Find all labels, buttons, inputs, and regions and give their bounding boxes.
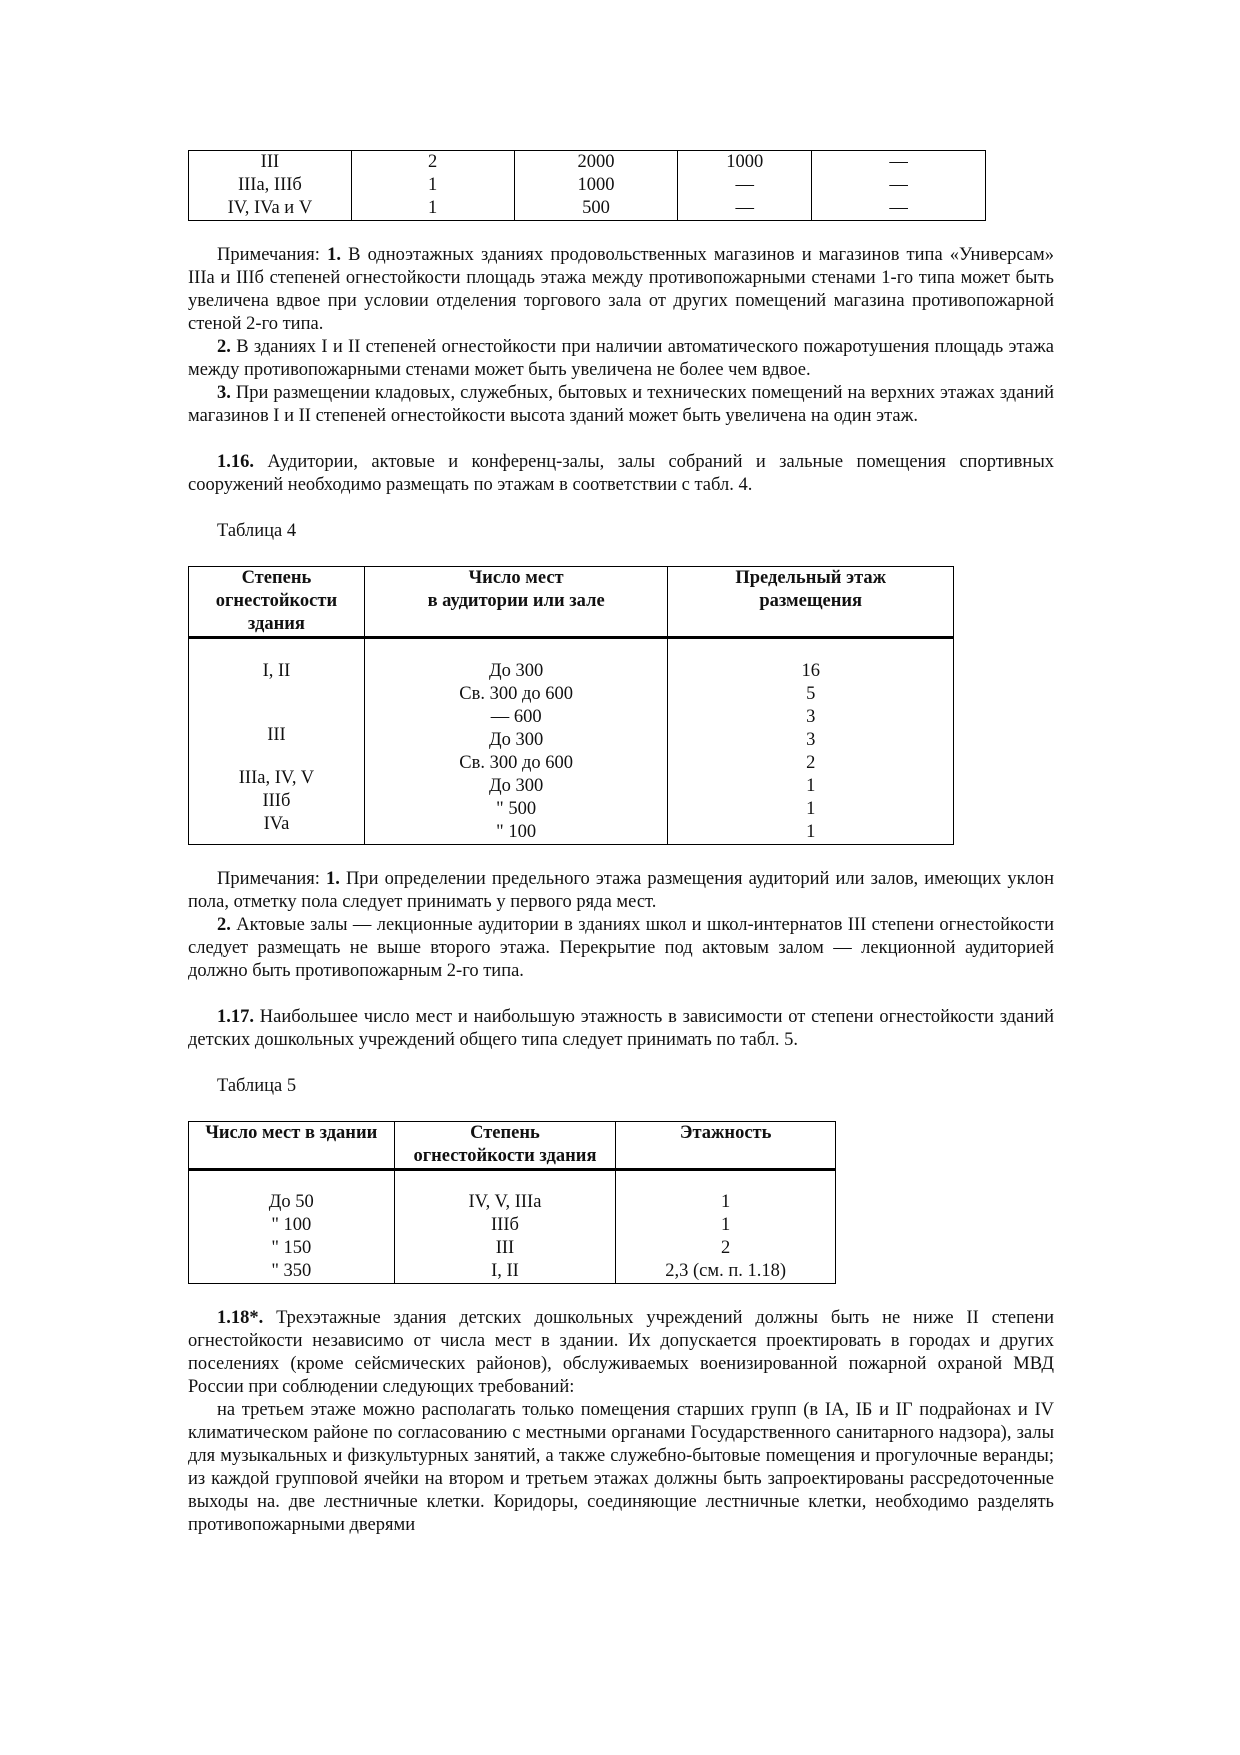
table-cell: До 300	[489, 729, 544, 750]
table-cell: 16	[801, 660, 820, 681]
table-cell: До 300	[489, 775, 544, 796]
table-cell: —	[678, 174, 812, 197]
table-cell: Св. 300 до 600	[459, 683, 573, 704]
table-cell	[189, 683, 364, 704]
table-cell: Св. 300 до 600	[459, 752, 573, 773]
table-5-header-seats: Число мест в здании	[189, 1121, 395, 1169]
table-cell: " 500	[496, 798, 537, 819]
table-cell: 2	[806, 752, 816, 773]
table-row	[189, 151, 986, 175]
table-5-col-seats	[189, 1169, 395, 1284]
table-cell: 3	[806, 706, 816, 727]
document-page	[188, 150, 1054, 1537]
table-4	[188, 566, 954, 845]
table-cell: 1	[721, 1192, 731, 1213]
note-2: 2. В зданиях I и II степеней огнестойкости при наличии автоматического пожаротушения площадь этажа между противопожарными стенами может быть увеличена не более чем вдвое.	[188, 337, 1055, 380]
table-4-col-degree	[189, 638, 365, 845]
paragraph-1-16: 1.16. Аудитории, актовые и конференц-залы, залы собраний и зальные помещения спортивных сооружений необходимо размещать по этажам в соответствии с табл. 4.	[188, 452, 1055, 495]
table-cell: 2	[351, 151, 514, 175]
table-cell: IIIб	[262, 791, 291, 812]
table-cell: IV, V, IIIa	[468, 1192, 542, 1213]
table-cell: 1000	[514, 174, 678, 197]
table-cell: I, II	[262, 660, 291, 681]
table-cell: 1	[721, 1215, 731, 1236]
table-cell: —	[812, 151, 986, 175]
table-5-col-floors	[616, 1169, 836, 1284]
table-5-header-degree: Степень огнестойкости здания	[394, 1121, 616, 1169]
paragraph-1-18: 1.18*. Трехэтажные здания детских дошкольных учреждений должны быть не ниже II степени огнестойкости независимо от числа мест в здании. Их допускается проектировать в городах и других поселениях (кроме сейсмических районов), обслуживаемых военизированной пожарной охраной МВД России при соблюдении следующих требований:	[188, 1308, 1054, 1398]
table-cell: 1000	[678, 151, 812, 175]
table-cell: " 100	[496, 821, 537, 842]
table-4-header-seats: Число мест в аудитории или зале	[364, 567, 668, 638]
table-5-caption: Таблица 5	[217, 1075, 297, 1096]
table-cell: 5	[806, 683, 816, 704]
table-cell: До 300	[489, 660, 544, 681]
table-cell	[189, 639, 364, 660]
table-cell: —	[812, 197, 986, 221]
table-4-col-seats	[364, 638, 668, 845]
table-4-caption: Таблица 4	[217, 521, 297, 541]
table-row	[189, 197, 986, 221]
paragraph-1-17: 1.17. Наибольшее число мест и наибольшую этажность в зависимости от степени огнестойкости зданий детских дошкольных учреждений общего типа следует принимать по табл. 5.	[188, 1006, 1054, 1050]
table-cell: " 100	[271, 1215, 312, 1236]
table-cell: IIIa, IIIб	[189, 174, 352, 197]
table-5-col-degree	[394, 1169, 616, 1284]
note-t4-1: Примечания: 1. При определении предельного этажа размещения аудиторий или залов, имеющих уклон пола, отметку пола следует принимать у первого ряда мест.	[188, 868, 1055, 912]
table-cell: " 350	[271, 1261, 312, 1282]
table-cell	[189, 747, 364, 768]
table-cell: 1	[806, 775, 816, 796]
table-cell: — 600	[490, 706, 542, 727]
table-5	[188, 1121, 836, 1285]
table-cell: IIIa, IV, V	[238, 768, 315, 789]
table-cell: " 150	[271, 1238, 312, 1259]
table-cell: 3	[806, 729, 816, 750]
table-cell: III	[189, 151, 352, 175]
table-cell: 1	[806, 821, 816, 842]
table-4-header-degree: Степень огнестойкости здания	[189, 567, 365, 638]
table-cell: 2	[721, 1238, 731, 1259]
table-cell: III	[495, 1238, 515, 1259]
table-cell: 2,3 (см. п. 1.18)	[665, 1261, 787, 1282]
table-cell: IVa	[263, 814, 290, 835]
table-cell: IIIб	[491, 1215, 519, 1236]
table-continued	[188, 150, 986, 221]
table-cell: —	[678, 197, 812, 221]
note-t4-2: 2. Актовые залы — лекционные аудитории в зданиях школ и школ-интернатов III степени огнестойкости следует размещать не выше второго этажа. Перекрытие под актовым залом — лекционной аудиторией должно быть противопожарным 2-го типа.	[188, 914, 1054, 981]
table-row	[189, 174, 986, 197]
table-cell: 500	[514, 197, 678, 221]
table-cell: 1	[351, 197, 514, 221]
note-1: Примечания: 1. В одноэтажных зданиях продовольственных магазинов и магазинов типа «Универсам» IIIa и IIIб степеней огнестойкости площадь этажа между противопожарными стенами 1-го типа может быть увеличена вдвое при условии отделения торгового зала от других помещений магазина противопожарной стеной 2-го типа.	[188, 245, 1055, 334]
table-cell: 1	[806, 798, 816, 819]
table-cell: —	[812, 174, 986, 197]
table-4-header-floor: Предельный этаж размещения	[668, 567, 954, 638]
table-cell: До 50	[268, 1192, 314, 1213]
table-cell: 2000	[514, 151, 678, 175]
table-cell: I, II	[491, 1261, 519, 1282]
table-cell	[616, 1171, 835, 1192]
table-cell	[189, 1171, 394, 1192]
table-cell	[189, 703, 364, 724]
table-cell: IV, IVa и V	[189, 197, 352, 221]
note-3: 3. При размещении кладовых, служебных, бытовых и технических помещений на верхних этажах зданий магазинов I и II степеней огнестойкости высота зданий может быть увеличена на один этаж.	[188, 383, 1055, 426]
table-4-col-floor	[668, 638, 954, 845]
table-cell	[365, 639, 668, 660]
table-cell	[395, 1171, 616, 1192]
table-cell	[668, 639, 953, 660]
paragraph-1-18-cont: на третьем этаже можно располагать только помещения старших групп (в IA, IБ и IГ подрайонах и IV климатическом районе по согласованию с местными органами Государственного санитарного надзора), залы для музыкальных и физкультурных занятий, а также служебно-бытовые помещения и прогулочные веранды; из каждой групповой ячейки на втором и третьем этажах должны быть запроектированы рассредоточенные выходы на. две лестничные клетки. Коридоры, соединяющие лестничные клетки, необходимо разделять противопожарными дверями	[188, 1400, 1054, 1536]
table-cell: III	[267, 724, 286, 745]
table-cell: 1	[351, 174, 514, 197]
table-5-header-floors: Этажность	[616, 1121, 836, 1169]
